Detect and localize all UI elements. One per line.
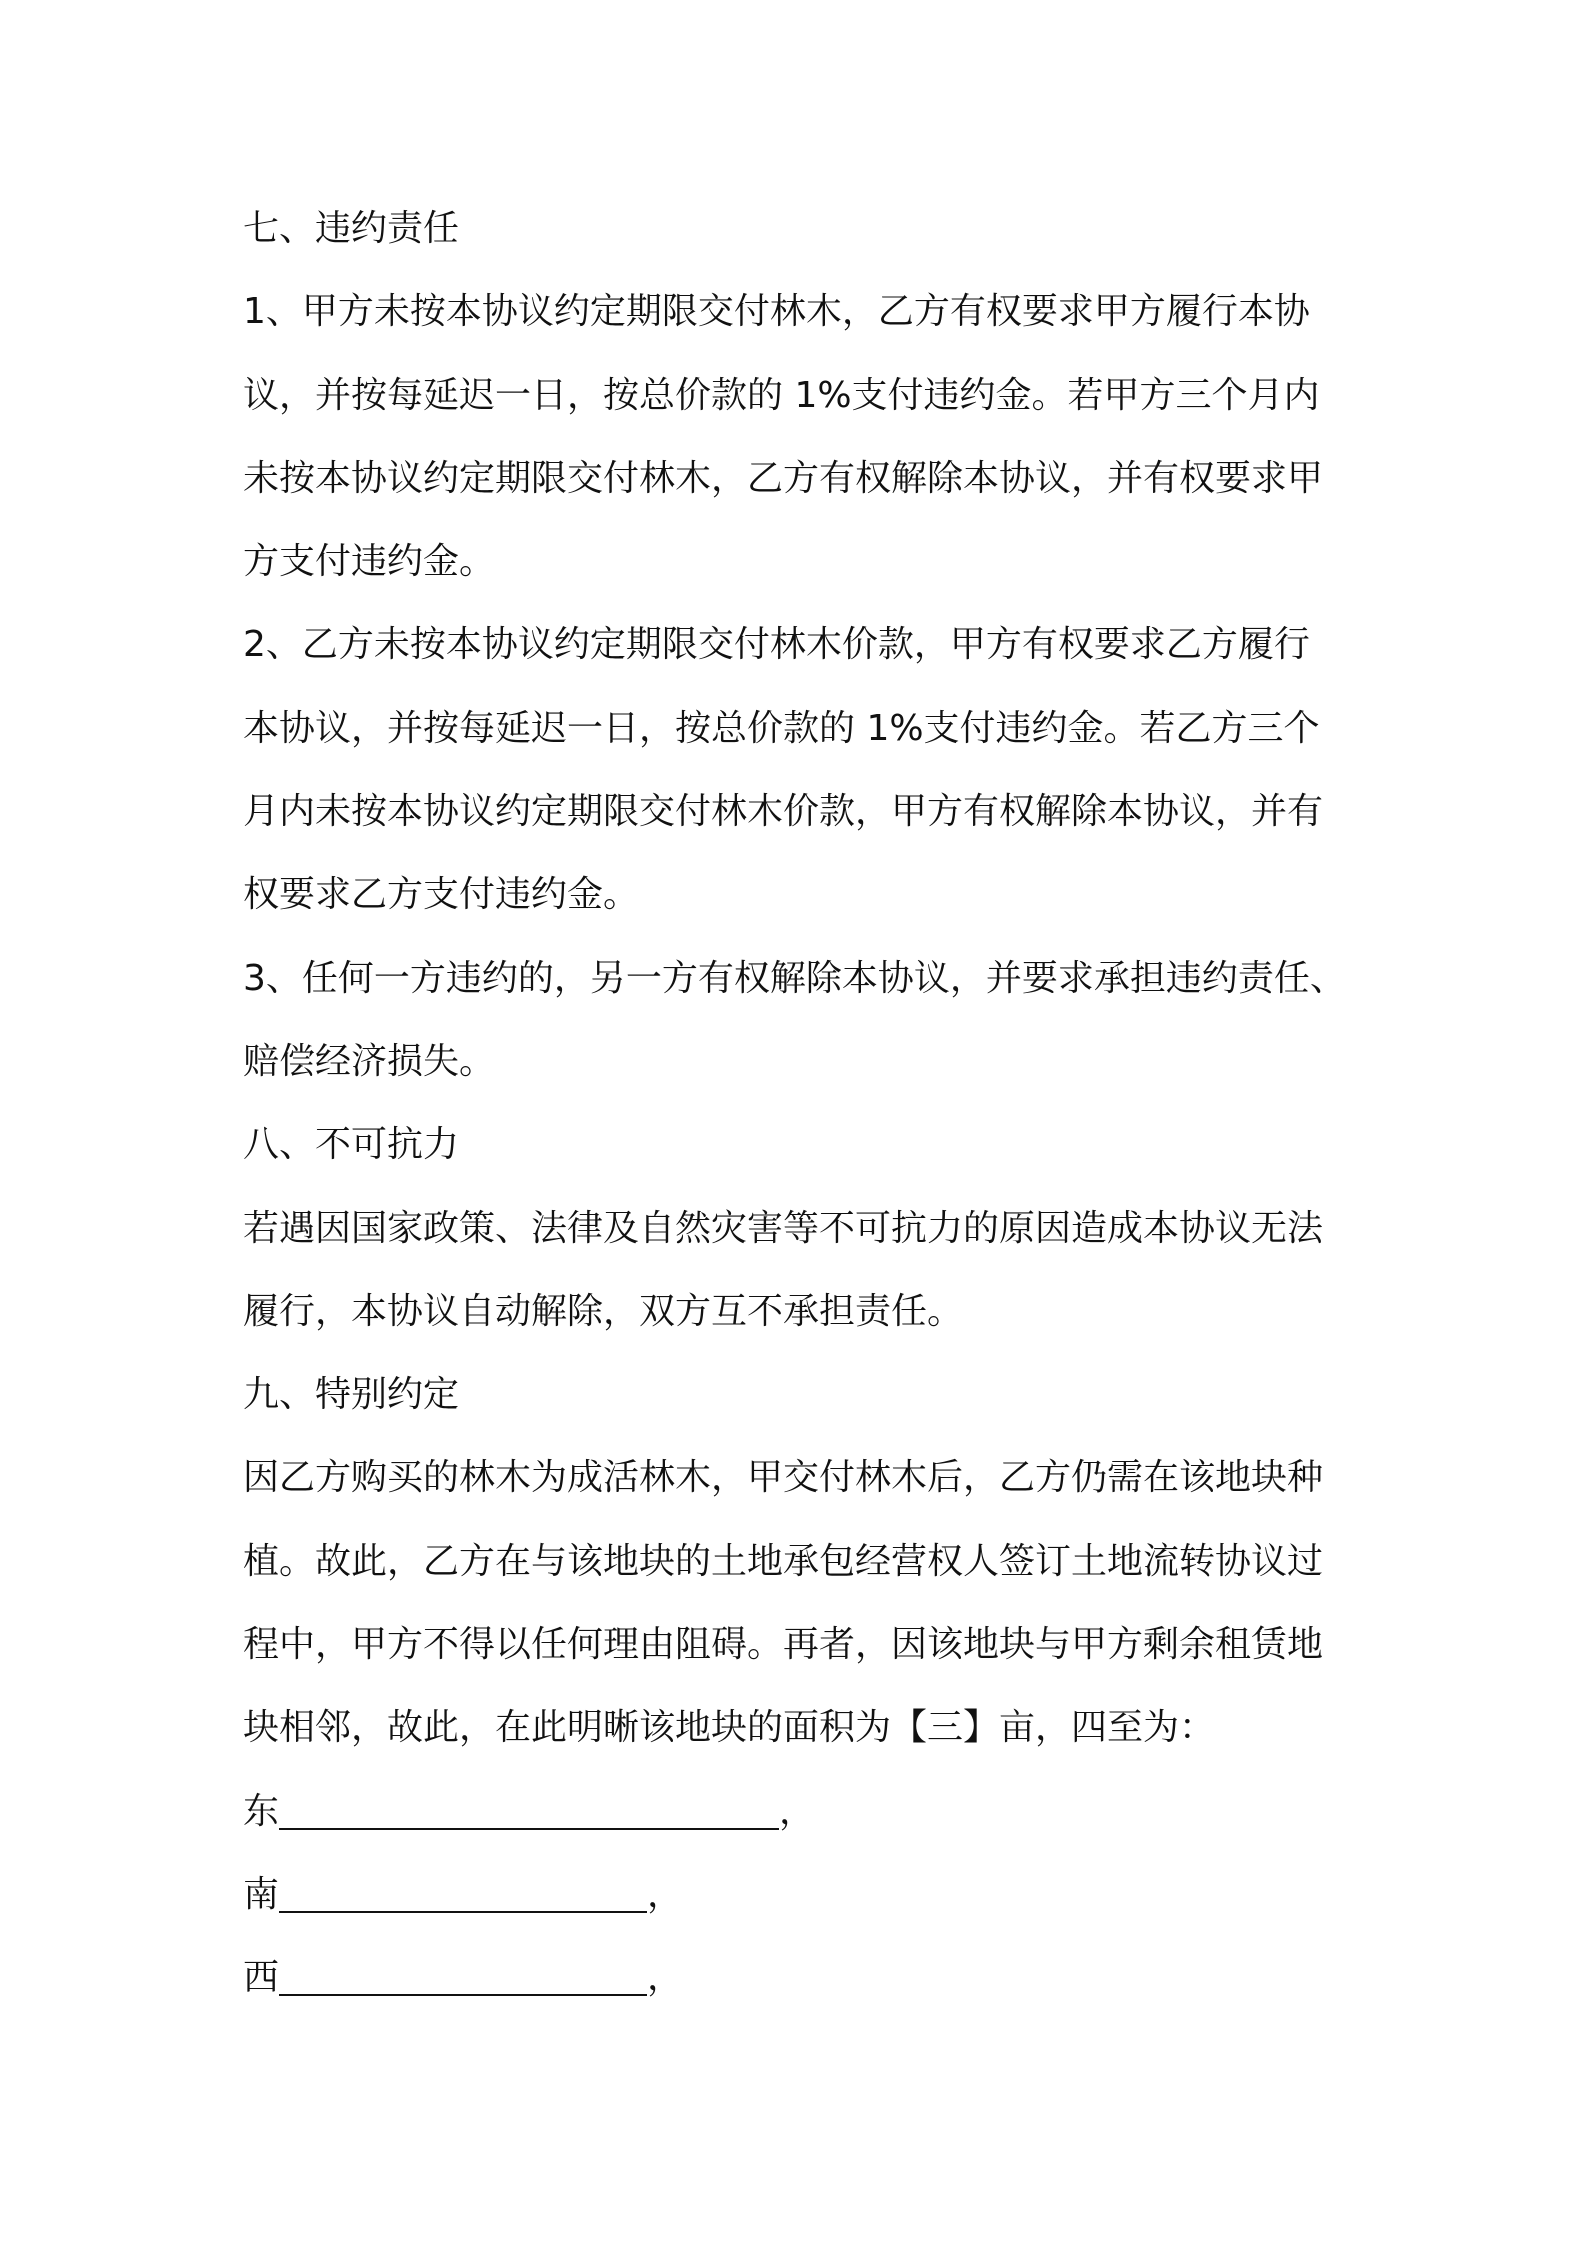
section-8-line-2: 履行，本协议自动解除，双方互不承担责任。 bbox=[243, 1290, 964, 1332]
boundary-west-label: 西 bbox=[243, 1957, 280, 1999]
boundary-east-row bbox=[243, 1780, 1363, 1863]
clause-7-2-line-2: 本协议，并按每延迟一日，按总价款的 1%支付违约金。若乙方三个 bbox=[243, 707, 1320, 749]
section-9-line-1: 因乙方购买的林木为成活林木，甲交付林木后，乙方仍需在该地块种 bbox=[243, 1457, 1324, 1499]
clause-7-2-line-3: 月内未按本协议约定期限交付林木价款，甲方有权解除本协议，并有 bbox=[243, 791, 1324, 833]
contract-page bbox=[243, 197, 1363, 2030]
boundary-south-separator: ， bbox=[647, 1873, 684, 1915]
clause-7-1-line-2: 议，并按每延迟一日，按总价款的 1%支付违约金。若甲方三个月内 bbox=[243, 374, 1320, 416]
boundary-west-row bbox=[243, 1946, 1363, 2029]
clause-7-2-line-4: 权要求乙方支付违约金。 bbox=[243, 874, 640, 916]
section-9-line-2: 植。故此，乙方在与该地块的土地承包经营权人签订土地流转协议过 bbox=[243, 1540, 1324, 1582]
clause-7-1-line-4: 方支付违约金。 bbox=[243, 541, 496, 583]
section-9-heading: 九、特别约定 bbox=[243, 1374, 460, 1416]
clause-7-1-line-1: 1、甲方未按本协议约定期限交付林木，乙方有权要求甲方履行本协 bbox=[243, 291, 1310, 333]
boundary-south-row bbox=[243, 1863, 1363, 1946]
section-9-line-3: 程中，甲方不得以任何理由阻碍。再者，因该地块与甲方剩余租赁地 bbox=[243, 1624, 1324, 1666]
section-8-line-1: 若遇因国家政策、法律及自然灾害等不可抗力的原因造成本协议无法 bbox=[243, 1207, 1324, 1249]
clause-7-2-line-1: 2、乙方未按本协议约定期限交付林木价款，甲方有权要求乙方履行 bbox=[243, 624, 1310, 666]
boundary-east-blank[interactable] bbox=[279, 1780, 779, 1830]
section-9-line-4: 块相邻，故此，在此明晰该地块的面积为【三】亩，四至为： bbox=[243, 1707, 1216, 1749]
clause-7-1-line-3: 未按本协议约定期限交付林木，乙方有权解除本协议，并有权要求甲 bbox=[243, 457, 1324, 499]
boundary-east-label: 东 bbox=[243, 1790, 280, 1832]
boundary-south-blank[interactable] bbox=[279, 1863, 647, 1913]
section-8-heading: 八、不可抗力 bbox=[243, 1124, 460, 1166]
section-7-heading: 七、违约责任 bbox=[243, 208, 460, 249]
clause-7-3-line-2: 赔偿经济损失。 bbox=[243, 1040, 496, 1082]
boundary-west-blank[interactable] bbox=[279, 1946, 647, 1996]
boundary-west-separator: ， bbox=[647, 1957, 684, 1999]
boundary-east-separator: ， bbox=[779, 1790, 816, 1832]
boundary-south-label: 南 bbox=[243, 1873, 280, 1915]
clause-7-3-line-1: 3、任何一方违约的，另一方有权解除本协议，并要求承担违约责任、 bbox=[243, 957, 1346, 999]
